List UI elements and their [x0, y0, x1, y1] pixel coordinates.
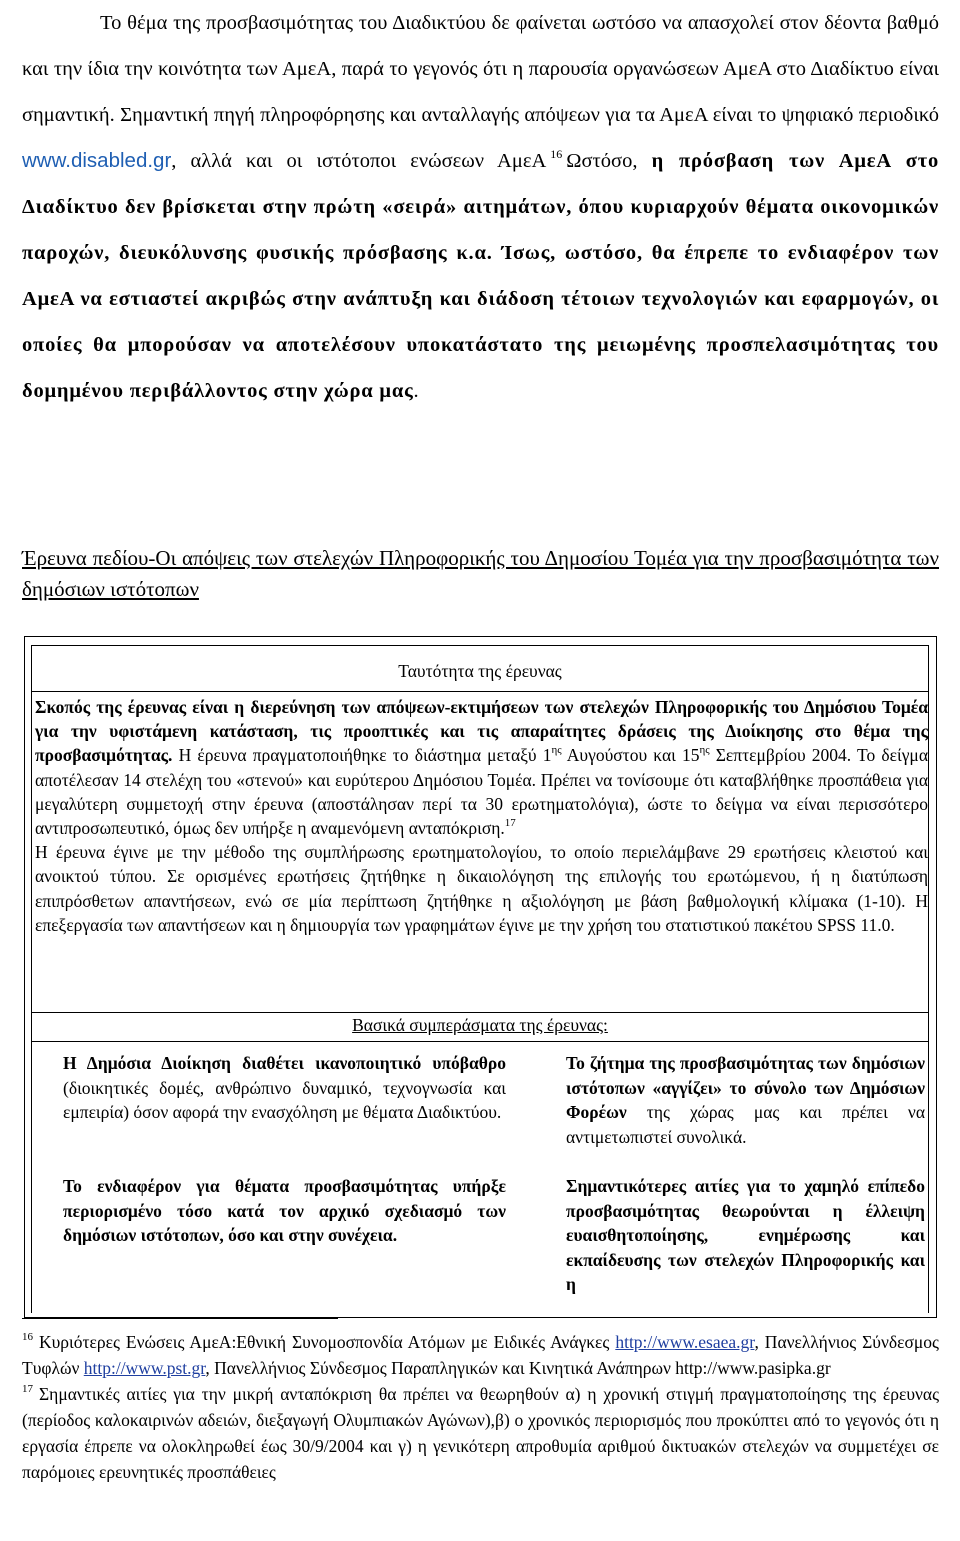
footnote-separator	[22, 1318, 338, 1319]
purpose-text: Η έρευνα πραγματοποιήθηκε το διάστημα μεταξύ 1	[172, 745, 552, 766]
conclusion-bold: Το ενδιαφέρον για θέματα προσβασιμότητας υπήρξε περιορισμένο τόσο κατά τον αρχικό σχεδιασμό των δημόσιων ιστότοπων, όσο και στην συνέχεια.	[63, 1176, 506, 1245]
intro-text: .	[413, 380, 419, 402]
conclusion-cell-2	[566, 1051, 925, 1149]
conclusion-text: (διοικητικές δομές, ανθρώπινο δυναμικό, τεχνογνωσία και εμπειρία) όσον αφορά την ενασχόληση με θέματα Διαδικτύου.	[63, 1077, 506, 1122]
conclusion-text: της χώρας μας και πρέπει να αντιμετωπιστεί συνολικά.	[566, 1102, 925, 1147]
survey-identity-title: Ταυτότητα της έρευνας	[398, 661, 562, 681]
disabled-gr-link[interactable]: www.disabled.gr	[22, 149, 172, 172]
footnote-17	[22, 1381, 939, 1485]
footnote-number: 16	[22, 1331, 33, 1343]
footnote-number: 17	[22, 1383, 33, 1395]
conclusion-bold: Σημαντικότερες αιτίες για το χαμηλό επίπεδο προσβασιμότητας θεωρούνται η έλλειψη ευαισθητοποίησης, ενημέρωσης και εκπαίδευσης των στελεχών Πληροφορικής και η	[566, 1176, 925, 1294]
pst-link[interactable]: http://www.pst.gr	[83, 1358, 206, 1378]
survey-box-inner	[31, 645, 929, 1313]
intro-text: Ωστόσο,	[566, 150, 638, 172]
survey-purpose	[35, 695, 928, 937]
conclusions-title: Βασικά συμπεράσματα της έρευνας:	[352, 1015, 608, 1035]
divider	[32, 1012, 928, 1013]
divider	[32, 691, 928, 692]
purpose-text: Αυγούστου και 15	[561, 745, 700, 766]
intro-paragraph	[22, 0, 939, 414]
ordinal-suffix: ης	[699, 744, 710, 757]
ordinal-suffix: ης	[551, 744, 562, 757]
intro-text: Το θέμα της προσβασιμότητας του Διαδικτύου δε φαίνεται ωστόσο να απασχολεί στον δέοντα βαθμό και την ίδια την κοινότητα των ΑμεΑ, παρά το γεγονός ότι η παρουσία οργανώσεων ΑμεΑ στο Διαδίκτυο είναι σημαντική. Σημαντική πηγή πληροφόρησης και ανταλλαγής απόψεων για τα ΑμεΑ είναι το ψηφιακό περιοδικό	[22, 12, 939, 126]
esaea-link[interactable]: http://www.esaea.gr	[615, 1332, 755, 1352]
conclusion-cell-4	[566, 1174, 925, 1297]
footnote-16	[22, 1329, 939, 1381]
footnote-text: , Πανελλήνιος Σύνδεσμος Τυφλών	[22, 1332, 939, 1378]
conclusion-bold: Το ζήτημα της προσβασιμότητας των δημόσιων ιστότοπων «αγγίζει» το σύνολο των Δημόσιων Φορέων	[566, 1053, 925, 1122]
footnote-ref-17[interactable]: 17	[504, 817, 516, 830]
purpose-bold: Σκοπός της έρευνας είναι η διερεύνηση των απόψεων-εκτιμήσεων των στελεχών Πληροφορικής του Δημόσιου Τομέα για την υφιστάμενη κατάσταση, τις προοπτικές και τις απαραίτητες δράσεις της Διοίκησης στο θέμα της προσβασιμότητας.	[35, 697, 928, 766]
conclusion-cell-1	[63, 1051, 506, 1125]
conclusion-cell-3	[63, 1174, 506, 1248]
footnote-text: , Πανελλήνιος Σύνδεσμος Παραπληγικών και Κινητικά Ανάπηρων http://www.pasipka.gr	[205, 1358, 831, 1378]
divider	[32, 1041, 928, 1042]
document-page	[22, 0, 939, 1294]
survey-box	[24, 636, 937, 1318]
purpose-text: Η έρευνα έγινε με την μέθοδο της συμπλήρωσης ερωτηματολογίου, το οποίο περιελάμβανε 29 ερωτήσεις κλειστού και ανοικτού τύπου. Σε ορισμένες ερωτήσεις ζητήθηκε η δικαιολόγηση της επιλογής του ερωτώμενου, ή η διατύπωση επιπρόσθετων απαντήσεων, ενώ σε μία περίπτωση ζητήθηκε η αξιολόγηση με βάση βαθμολογική κλίμακα (1-10). Η επεξεργασία των απαντήσεων και η δημιουργία των γραφημάτων έγινε με την χρήση του στατιστικού πακέτου SPSS 11.0.	[35, 842, 928, 935]
conclusion-bold: Η Δημόσια Διοίκηση διαθέτει ικανοποιητικό υπόβαθρο	[63, 1053, 506, 1073]
intro-text: , αλλά και οι ιστότοποι ενώσεων ΑμεΑ	[171, 150, 547, 172]
footnote-text: Κυριότερες Ενώσεις ΑμεΑ:Εθνική Συνομοσπονδία Ατόμων με Ειδικές Ανάγκες	[39, 1332, 616, 1352]
footnote-ref-16[interactable]: 16	[550, 147, 563, 161]
purpose-text: Σεπτεμβρίου 2004. Το δείγμα αποτέλεσαν 14 στελέχη του «στενού» και ευρύτερου Δημόσιου Τομέα. Πρέπει να τονίσουμε ότι καταβλήθηκε προσπάθεια για μεγαλύτερη συμμετοχή στην έρευνα (αποστάλησαν περί τα 30 ερωτηματολόγια), ώστε το δείγμα να είναι περισσότερο αντιπροσωπευτικό, όμως δεν υπήρξε η αναμενόμενη ανταπόκριση.	[35, 745, 928, 839]
section-heading: Έρευνα πεδίου-Οι απόψεις των στελεχών Πληροφορικής του Δημοσίου Τομέα για την προσβασιμότητα των δημόσιων ιστότοπων	[22, 546, 939, 601]
footnote-text: Σημαντικές αιτίες για την μικρή ανταπόκριση θα πρέπει να θεωρηθούν α) η χρονική στιγμή πραγματοποίησης της έρευνας (περίοδος καλοκαιρινών αδειών, διεξαγωγή Ολυμπιακών Αγώνων),β) ο χρονικός περιορισμός που προκύπτει από το γεγονός ότι η εργασία έπρεπε να ολοκληρωθεί έως 30/9/2004 και γ) η γενικότερη απροθυμία αριθμού δικτυακών στελεχών να συμμετέχει σε παρόμοιες ερευνητικές προσπάθειες	[22, 1384, 939, 1482]
footnotes	[22, 1329, 939, 1485]
intro-bold-text: η πρόσβαση των ΑμεΑ στο Διαδίκτυο δεν βρίσκεται στην πρώτη «σειρά» αιτημάτων, όπου κυριαρχούν θέματα οικονομικών παροχών, διευκόλυνσης φυσικής πρόσβασης κ.α. Ίσως, ωστόσο, θα έπρεπε το ενδιαφέρον των ΑμεΑ να εστιαστεί ακριβώς στην ανάπτυξη και διάδοση τέτοιων τεχνολογιών και εφαρμογών, οι οποίες θα μπορούσαν να αποτελέσουν υποκατάστατο της μειωμένης προσπελασιμότητας του δομημένου περιβάλλοντος στην χώρα μας	[22, 150, 939, 402]
